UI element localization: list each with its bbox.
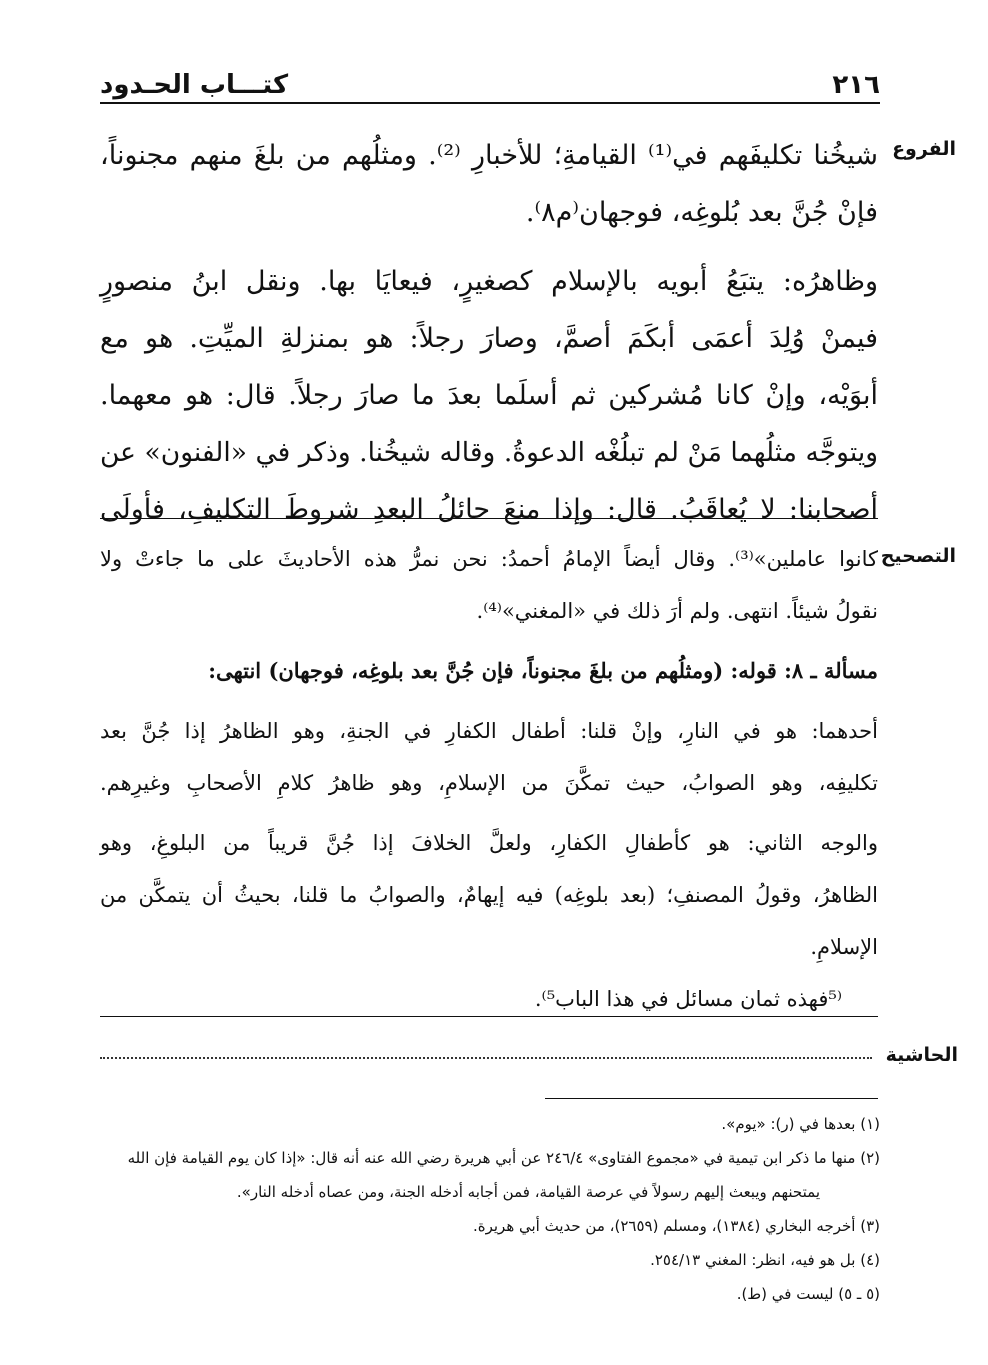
- paragraph-gap: [100, 241, 878, 253]
- furu-line: ويتوجَّه مثلُهما مَنْ لم تبلُغْه الدعوةُ. وقاله شيخُنا. وذكر في «الفنون» عن: [100, 437, 878, 468]
- masala-heading: مسألة ـ ٨: قوله: (ومثلُهم من بلغَ مجنوناً، فإن جُنَّ بعد بلوغِه، فوجهان) انتهى:: [208, 658, 878, 683]
- footnote-continuation: يمتحنهم ويبعث إليهم رسولاً في عرصة القيامة، فمن أجابه أدخله الجنة، ومن عصاه أدخله النار».: [236, 1183, 820, 1201]
- furu-line: شيخُنا تكليفَهم في⁽¹⁾ القيامةِ؛ للأخبارِ ⁽²⁾. ومثلُهم من بلغَ منهم مجنوناً،: [100, 140, 879, 171]
- paragraph-gap: [100, 809, 878, 817]
- footnotes: [100, 1107, 880, 1311]
- furu-line: وظاهرُه: يتبَعُ أبويه بالإسلام كصغيرٍ، فيعايَا بها. ونقل ابنُ منصورٍ: [100, 266, 878, 297]
- furu-line: فيمنْ وُلِدَ أعمَى أبكَمَ أصمَّ، وصارَ رجلاً: هو بمنزلةِ الميِّتِ. هو مع: [100, 323, 878, 354]
- tashih-line: كانوا عاملين»⁽³⁾. وقال أيضاً الإمامُ أحمدُ: نحن نمرُّ هذه الأحاديثَ على ما جاءتْ ولا: [100, 547, 878, 571]
- book-title: كتـــاب الحـدود: [100, 70, 289, 100]
- furu-line: أصحابنا: لا يُعاقَبُ. قال: وإذا منعَ حائلُ البعدِ شروطَ التكليفِ، فأولَى: [100, 494, 878, 525]
- section-divider: [100, 1016, 878, 1017]
- tashih-line: أحدهما: هو في النارِ، وإنْ قلنا: أطفال الكفارِ في الجنةِ، وهو الظاهرُ إذا جُنَّ بعد: [100, 719, 878, 743]
- hashiya-label: الحاشية: [885, 1044, 958, 1066]
- footnote-rule: [545, 1098, 878, 1099]
- tashih-section: [100, 533, 878, 1025]
- page-number: ٢١٦: [832, 70, 880, 100]
- paragraph-gap: [100, 697, 878, 705]
- footnote: (٥ ـ ٥) ليست في (ط).: [736, 1285, 880, 1303]
- tashih-line: ⁽⁵فهذه ثمان مسائل في هذا الباب⁵⁾.: [534, 987, 842, 1011]
- footnote: (٣) أخرجه البخاري (١٣٨٤)، ومسلم (٢٦٥٩)، من حديث أبي هريرة.: [472, 1217, 880, 1235]
- header-rule: [100, 102, 880, 104]
- furu-line: أبوَيْه، وإنْ كانا مُشركين ثم أسلَما بعدَ ما صارَ رجلاً. قال: هو معهما.: [100, 380, 878, 411]
- tashih-line: الإسلامِ.: [810, 935, 878, 959]
- tashih-label: التصحيح: [880, 545, 956, 567]
- hashiya-header: [100, 1040, 958, 1070]
- paragraph-gap: [100, 637, 878, 645]
- furu-section: [100, 127, 878, 538]
- page-header: [100, 60, 880, 100]
- furu-label: الفروع: [892, 138, 956, 160]
- tashih-line: نقولُ شيئاً. انتهى. ولم أرَ ذلك في «المغني»⁽⁴⁾.: [476, 599, 878, 623]
- tashih-line: تكليفِه، وهو الصوابُ، حيث تمكَّنَ من الإسلامِ، وهو ظاهرُ كلامِ الأصحابِ وغيرِهم.: [100, 771, 878, 795]
- tashih-line: الظاهرُ، وقولُ المصنفِ؛ (بعد بلوغِه) فيه إيهامٌ، والصوابُ ما قلنا، بحيثُ أن يتمكَّن من: [100, 883, 878, 907]
- footnote: (١) بعدها في (ر): «يوم».: [721, 1115, 880, 1133]
- footnote: (٢) منها ما ذكر ابن تيمية في «مجموع الفتاوى» ٢٤٦/٤ عن أبي هريرة رضي الله عنه أنه قال: «إذا كان يوم القيامة فإن الله: [127, 1149, 880, 1167]
- furu-line: فإنْ جُنَّ بعد بُلوغِه، فوجهان⁽م٨⁾.: [525, 197, 878, 228]
- tashih-line: والوجه الثاني: هو كأطفالِ الكفارِ، ولعلَّ الخلافَ إذا جُنَّ قريباً من البلوغِ، وهو: [100, 831, 878, 855]
- section-divider: [100, 518, 878, 519]
- dotted-leader: [100, 1057, 872, 1059]
- footnote: (٤) بل هو فيه، انظر: المغني ٢٥٤/١٣.: [650, 1251, 880, 1269]
